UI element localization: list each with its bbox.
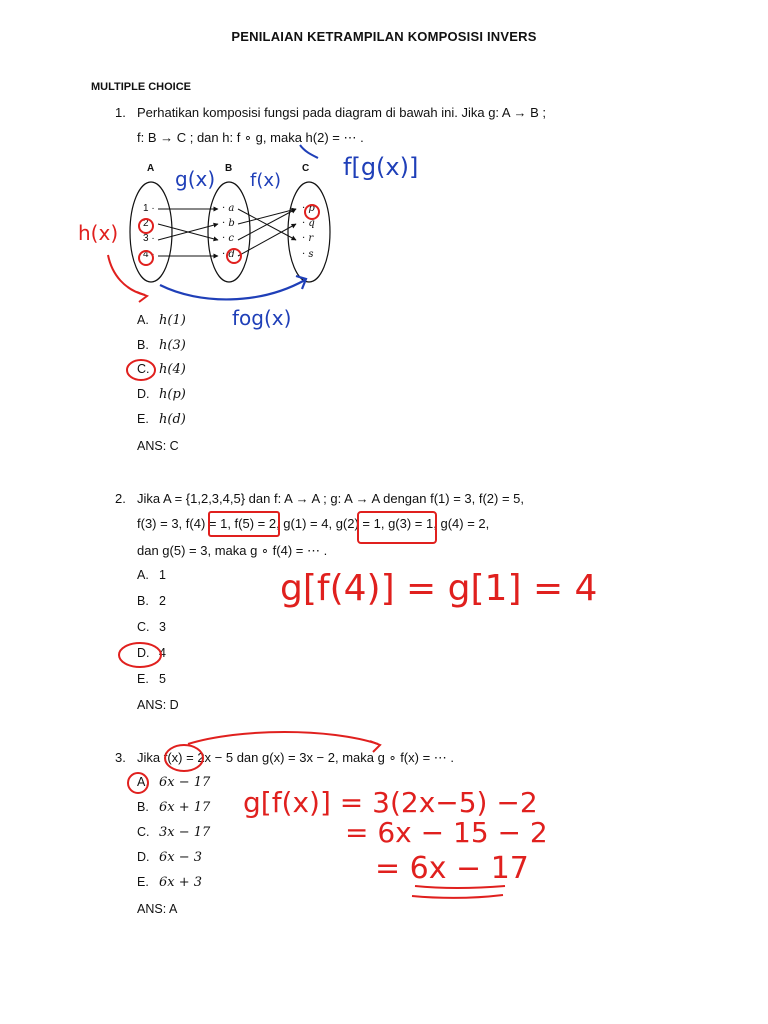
handwritten-q3-line2: = 6x − 15 − 2 (345, 816, 548, 849)
q3-option-c[interactable]: C. 3x − 17 (137, 825, 211, 840)
q1-answer: ANS: C (137, 439, 179, 453)
set-a-item: 2 · (143, 218, 155, 229)
q1-option-b[interactable]: B. h(3) (137, 338, 186, 353)
set-a-item: 1 · (143, 203, 155, 214)
handwritten-q3-line1: g[f(x)] = 3(2x−5) −2 (243, 786, 538, 819)
set-a-item: 3 · (143, 233, 155, 244)
set-label-a: A (147, 163, 155, 174)
q3-answer: ANS: A (137, 902, 178, 916)
set-label-b: B (225, 163, 233, 174)
q1-option-c[interactable]: C. h(4) (137, 362, 186, 377)
mapping-diagram (0, 0, 768, 300)
handwritten-q3-line3: = 6x − 17 (375, 851, 529, 886)
set-label-c: C (302, 163, 310, 174)
set-b-item: · b (222, 218, 235, 229)
handwritten-fgx: f[g(x)] (343, 153, 419, 181)
q2-text-line1: Jika A = {1,2,3,4,5} dan f: A → A ; g: A → A dengan f(1) = 3, f(2) = 5, (137, 491, 525, 506)
q2-option-a[interactable]: A. 1 (137, 568, 166, 582)
q2-answer: ANS: D (137, 698, 179, 712)
page-title: PENILAIAN KETRAMPILAN KOMPOSISI INVERS (231, 29, 537, 44)
q3-option-d[interactable]: D. 6x − 3 (137, 850, 203, 865)
q3-number: 3. (115, 750, 126, 765)
q1-number: 1. (115, 105, 126, 120)
handwritten-fx: f(x) (250, 170, 282, 191)
q1-text-line2: f: B → C ; dan h: f ∘ g, maka h(2) = ⋯ . (137, 130, 364, 145)
q1-option-d[interactable]: D. h(p) (137, 387, 186, 402)
handwritten-fogx: fog(x) (232, 306, 292, 330)
q1-text-line1: Perhatikan komposisi fungsi pada diagram di bawah ini. Jika g: A → B ; (137, 105, 546, 120)
q3-option-b[interactable]: B. 6x + 17 (137, 800, 211, 815)
set-b-item: · c (222, 233, 234, 244)
q1-option-a[interactable]: A. h(1) (137, 313, 186, 328)
q2-text-line2: f(3) = 3, f(4) = 1, f(5) = 2, g(1) = 4, g(2) = 1, g(3) = 1, g(4) = 2, (137, 516, 490, 531)
underline-1 (415, 886, 505, 888)
set-b-item: · d (222, 249, 235, 260)
set-a-item: 4 · (143, 249, 155, 260)
q2-option-d[interactable]: D. 4 (137, 646, 166, 660)
set-c-item: · p (302, 203, 315, 214)
set-c-item: · s (302, 249, 314, 260)
q2-text-line3: dan g(5) = 3, maka g ∘ f(4) = ⋯ . (137, 543, 328, 558)
handwritten-gx: g(x) (175, 167, 216, 191)
q3-text-line1: Jika f(x) = 2x − 5 dan g(x) = 3x − 2, maka g ∘ f(x) = ⋯ . (137, 750, 455, 765)
q2-option-b[interactable]: B. 2 (137, 594, 166, 608)
handwritten-hx: h(x) (78, 221, 119, 245)
q1-option-e[interactable]: E. h(d) (137, 412, 186, 427)
set-c-item: · q (302, 218, 315, 229)
underline-2 (412, 895, 503, 898)
q3-option-a[interactable]: A. 6x − 17 (137, 775, 211, 790)
q2-option-e[interactable]: E. 5 (137, 672, 166, 686)
q2-number: 2. (115, 491, 126, 506)
q2-option-c[interactable]: C. 3 (137, 620, 166, 634)
set-c-item: · r (302, 233, 314, 244)
handwritten-q2-work: g[f(4)] = g[1] = 4 (280, 568, 598, 609)
section-label: MULTIPLE CHOICE (91, 81, 192, 93)
q3-option-e[interactable]: E. 6x + 3 (137, 875, 203, 890)
set-b-item: · a (222, 203, 235, 214)
